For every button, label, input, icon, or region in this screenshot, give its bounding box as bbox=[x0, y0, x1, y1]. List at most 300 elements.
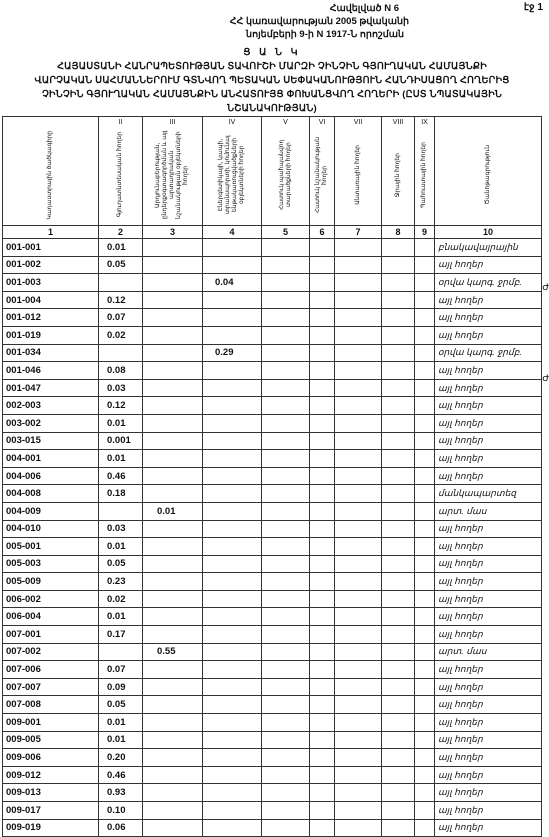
special-land-cell bbox=[310, 608, 335, 626]
infrastructure-land-cell bbox=[203, 661, 262, 679]
infrastructure-land-cell bbox=[203, 485, 262, 503]
note-cell: այլ հողեր bbox=[435, 397, 542, 415]
table-row bbox=[3, 414, 542, 432]
reserve-land-cell bbox=[415, 291, 435, 309]
title-line-1: ՀԱՅԱՍՏԱՆԻ ՀԱՆՐԱՊԵՏՈՒԹՅԱՆ ՏԱՎՈՒՇԻ ՄԱՐԶԻ ՉԻՆՉԻՆ ԳՅՈՒՂԱԿԱՆ ՀԱՄԱՅՆՔԻ bbox=[57, 61, 487, 72]
table-row bbox=[3, 397, 542, 415]
reserve-land-cell bbox=[415, 274, 435, 292]
cadastral-code-cell: 005-003 bbox=[3, 555, 99, 573]
infrastructure-land-cell bbox=[203, 766, 262, 784]
protected-land-cell bbox=[262, 520, 310, 538]
infrastructure-land-cell bbox=[203, 432, 262, 450]
title-line-3: ՉԻՆՉԻՆ ԳՅՈՒՂԱԿԱՆ ՀԱՄԱՅՆՔԻՆ ԱՆՀԱՏՈՒՅՑ ՓՈԽԱՆՑՎՈՂ ՀՈՂԵՐԻ (ԸՍՏ ՆՊԱՏԱԿԱՅԻՆ bbox=[41, 89, 503, 100]
water-land-cell bbox=[382, 467, 415, 485]
protected-land-cell bbox=[262, 766, 310, 784]
industrial-land-cell bbox=[143, 467, 203, 485]
water-land-cell bbox=[382, 573, 415, 591]
infrastructure-land-cell bbox=[203, 502, 262, 520]
table-row bbox=[3, 696, 542, 714]
water-land-cell bbox=[382, 590, 415, 608]
infrastructure-land-cell bbox=[203, 819, 262, 837]
water-land-cell bbox=[382, 714, 415, 732]
forest-land-cell bbox=[335, 379, 382, 397]
note-cell: այլ հողեր bbox=[435, 714, 542, 732]
forest-land-cell bbox=[335, 291, 382, 309]
water-land-cell bbox=[382, 661, 415, 679]
reserve-land-cell bbox=[415, 326, 435, 344]
industrial-land-cell bbox=[143, 397, 203, 415]
cadastral-code-cell: 001-046 bbox=[3, 362, 99, 380]
protected-land-cell bbox=[262, 274, 310, 292]
water-land-cell bbox=[382, 643, 415, 661]
special-land-cell bbox=[310, 590, 335, 608]
reserve-land-cell bbox=[415, 239, 435, 257]
water-land-cell bbox=[382, 819, 415, 837]
note-cell: այլ հողեր bbox=[435, 573, 542, 591]
protected-land-cell bbox=[262, 256, 310, 274]
reserve-land-cell bbox=[415, 802, 435, 820]
water-land-cell bbox=[382, 414, 415, 432]
water-land-cell bbox=[382, 608, 415, 626]
protected-land-cell bbox=[262, 379, 310, 397]
infrastructure-land-cell bbox=[203, 784, 262, 802]
forest-land-cell bbox=[335, 520, 382, 538]
protected-land-cell bbox=[262, 802, 310, 820]
cadastral-code-cell: 001-002 bbox=[3, 256, 99, 274]
side-mark: Ժ bbox=[542, 373, 549, 383]
note-cell: օրվա կարգ. ջրմբ. bbox=[435, 344, 542, 362]
reserve-land-cell bbox=[415, 520, 435, 538]
industrial-land-cell bbox=[143, 344, 203, 362]
agricultural-land-cell: 0.93 bbox=[99, 784, 143, 802]
forest-land-cell bbox=[335, 326, 382, 344]
water-land-cell bbox=[382, 379, 415, 397]
column-number: 2 bbox=[99, 226, 143, 239]
note-cell: այլ հողեր bbox=[435, 749, 542, 767]
water-land-cell bbox=[382, 450, 415, 468]
table-row bbox=[3, 766, 542, 784]
forest-land-cell bbox=[335, 714, 382, 732]
column-description: Հատուկ պահպանվող տարածքների հողեր bbox=[262, 127, 310, 226]
agricultural-land-cell: 0.18 bbox=[99, 485, 143, 503]
reserve-land-cell bbox=[415, 608, 435, 626]
table-row bbox=[3, 467, 542, 485]
reserve-land-cell bbox=[415, 819, 435, 837]
agricultural-land-cell: 0.06 bbox=[99, 819, 143, 837]
industrial-land-cell bbox=[143, 520, 203, 538]
table-row bbox=[3, 362, 542, 380]
agricultural-land-cell: 0.20 bbox=[99, 749, 143, 767]
infrastructure-land-cell bbox=[203, 326, 262, 344]
cadastral-code-cell: 005-001 bbox=[3, 538, 99, 556]
infrastructure-land-cell bbox=[203, 696, 262, 714]
forest-land-cell bbox=[335, 362, 382, 380]
infrastructure-land-cell bbox=[203, 291, 262, 309]
industrial-land-cell bbox=[143, 696, 203, 714]
infrastructure-land-cell bbox=[203, 626, 262, 644]
table-row bbox=[3, 274, 542, 292]
table-row bbox=[3, 802, 542, 820]
note-cell: այլ հողեր bbox=[435, 379, 542, 397]
cadastral-code-cell: 001-004 bbox=[3, 291, 99, 309]
forest-land-cell bbox=[335, 239, 382, 257]
protected-land-cell bbox=[262, 714, 310, 732]
table-row bbox=[3, 643, 542, 661]
note-cell: այլ հողեր bbox=[435, 291, 542, 309]
protected-land-cell bbox=[262, 555, 310, 573]
water-land-cell bbox=[382, 555, 415, 573]
forest-land-cell bbox=[335, 274, 382, 292]
note-cell: այլ հողեր bbox=[435, 414, 542, 432]
column-description: Հատուկ նշանակության հողեր bbox=[310, 127, 335, 226]
title-heading: Ց Ա Ն Կ bbox=[243, 47, 301, 58]
table-row bbox=[3, 485, 542, 503]
agricultural-land-cell: 0.12 bbox=[99, 397, 143, 415]
special-land-cell bbox=[310, 573, 335, 591]
agricultural-land-cell: 0.07 bbox=[99, 661, 143, 679]
roman-header: VII bbox=[335, 117, 382, 128]
cadastral-code-cell: 007-008 bbox=[3, 696, 99, 714]
column-description: Գյուղատնտեսական հողեր bbox=[99, 127, 143, 226]
industrial-land-cell bbox=[143, 432, 203, 450]
note-cell: այլ հողեր bbox=[435, 590, 542, 608]
infrastructure-land-cell bbox=[203, 520, 262, 538]
cadastral-code-cell: 004-001 bbox=[3, 450, 99, 468]
note-cell: այլ հողեր bbox=[435, 696, 542, 714]
note-cell: այլ հողեր bbox=[435, 784, 542, 802]
water-land-cell bbox=[382, 731, 415, 749]
cadastral-code-cell: 009-019 bbox=[3, 819, 99, 837]
note-cell: այլ հողեր bbox=[435, 520, 542, 538]
cadastral-code-cell: 004-008 bbox=[3, 485, 99, 503]
industrial-land-cell bbox=[143, 485, 203, 503]
forest-land-cell bbox=[335, 784, 382, 802]
forest-land-cell bbox=[335, 309, 382, 327]
forest-land-cell bbox=[335, 819, 382, 837]
water-land-cell bbox=[382, 239, 415, 257]
forest-land-cell bbox=[335, 590, 382, 608]
protected-land-cell bbox=[262, 414, 310, 432]
protected-land-cell bbox=[262, 731, 310, 749]
agricultural-land-cell: 0.01 bbox=[99, 714, 143, 732]
agricultural-land-cell: 0.01 bbox=[99, 608, 143, 626]
forest-land-cell bbox=[335, 555, 382, 573]
reserve-land-cell bbox=[415, 643, 435, 661]
agricultural-land-cell: 0.12 bbox=[99, 291, 143, 309]
column-number: 4 bbox=[203, 226, 262, 239]
protected-land-cell bbox=[262, 573, 310, 591]
cadastral-code-cell: 004-006 bbox=[3, 467, 99, 485]
water-land-cell bbox=[382, 696, 415, 714]
annex-number: Հավելված N 6 bbox=[329, 3, 399, 14]
industrial-land-cell bbox=[143, 802, 203, 820]
roman-header: V bbox=[262, 117, 310, 128]
agricultural-land-cell: 0.03 bbox=[99, 520, 143, 538]
special-land-cell bbox=[310, 626, 335, 644]
reserve-land-cell bbox=[415, 661, 435, 679]
special-land-cell bbox=[310, 450, 335, 468]
industrial-land-cell bbox=[143, 573, 203, 591]
reserve-land-cell bbox=[415, 432, 435, 450]
agricultural-land-cell bbox=[99, 274, 143, 292]
table-row bbox=[3, 661, 542, 679]
water-land-cell bbox=[382, 397, 415, 415]
forest-land-cell bbox=[335, 256, 382, 274]
table-row bbox=[3, 784, 542, 802]
industrial-land-cell bbox=[143, 819, 203, 837]
table-row bbox=[3, 291, 542, 309]
cadastral-code-cell: 007-007 bbox=[3, 678, 99, 696]
agricultural-land-cell: 0.17 bbox=[99, 626, 143, 644]
protected-land-cell bbox=[262, 450, 310, 468]
industrial-land-cell bbox=[143, 678, 203, 696]
water-land-cell bbox=[382, 538, 415, 556]
infrastructure-land-cell bbox=[203, 379, 262, 397]
note-cell: արտ. մաս bbox=[435, 502, 542, 520]
special-land-cell bbox=[310, 344, 335, 362]
water-land-cell bbox=[382, 502, 415, 520]
water-land-cell bbox=[382, 784, 415, 802]
note-cell: այլ հողեր bbox=[435, 802, 542, 820]
table-row bbox=[3, 502, 542, 520]
agricultural-land-cell: 0.46 bbox=[99, 467, 143, 485]
forest-land-cell bbox=[335, 696, 382, 714]
cadastral-code-cell: 001-012 bbox=[3, 309, 99, 327]
cadastral-code-cell: 009-013 bbox=[3, 784, 99, 802]
reserve-land-cell bbox=[415, 309, 435, 327]
forest-land-cell bbox=[335, 538, 382, 556]
special-land-cell bbox=[310, 766, 335, 784]
industrial-land-cell: 0.01 bbox=[143, 502, 203, 520]
special-land-cell bbox=[310, 467, 335, 485]
protected-land-cell bbox=[262, 467, 310, 485]
water-land-cell bbox=[382, 432, 415, 450]
table-row bbox=[3, 309, 542, 327]
note-cell: այլ հողեր bbox=[435, 661, 542, 679]
column-description: Արդյունաբերության, ընդերքօգտագործման և այլ արտադրական նշանակության օբյեկտների հողեր bbox=[143, 127, 203, 226]
special-land-cell bbox=[310, 239, 335, 257]
note-cell: այլ հողեր bbox=[435, 362, 542, 380]
column-number: 5 bbox=[262, 226, 310, 239]
note-cell: բնակավայրային bbox=[435, 239, 542, 257]
water-land-cell bbox=[382, 520, 415, 538]
table-row bbox=[3, 450, 542, 468]
protected-land-cell bbox=[262, 784, 310, 802]
cadastral-code-cell: 007-002 bbox=[3, 643, 99, 661]
table-row bbox=[3, 608, 542, 626]
agricultural-land-cell: 0.05 bbox=[99, 555, 143, 573]
note-cell: այլ հողեր bbox=[435, 819, 542, 837]
infrastructure-land-cell bbox=[203, 555, 262, 573]
protected-land-cell bbox=[262, 678, 310, 696]
cadastral-code-cell: 007-006 bbox=[3, 661, 99, 679]
cadastral-code-cell: 002-003 bbox=[3, 397, 99, 415]
description-header-row bbox=[3, 127, 542, 226]
forest-land-cell bbox=[335, 397, 382, 415]
reserve-land-cell bbox=[415, 379, 435, 397]
note-cell: այլ հողեր bbox=[435, 432, 542, 450]
forest-land-cell bbox=[335, 661, 382, 679]
reserve-land-cell bbox=[415, 485, 435, 503]
table-row bbox=[3, 590, 542, 608]
special-land-cell bbox=[310, 731, 335, 749]
agricultural-land-cell: 0.01 bbox=[99, 239, 143, 257]
agricultural-land-cell: 0.02 bbox=[99, 326, 143, 344]
special-land-cell bbox=[310, 502, 335, 520]
infrastructure-land-cell bbox=[203, 802, 262, 820]
infrastructure-land-cell bbox=[203, 731, 262, 749]
cadastral-code-cell: 009-005 bbox=[3, 731, 99, 749]
forest-land-cell bbox=[335, 731, 382, 749]
roman-header: IX bbox=[415, 117, 435, 128]
forest-land-cell bbox=[335, 749, 382, 767]
forest-land-cell bbox=[335, 802, 382, 820]
special-land-cell bbox=[310, 291, 335, 309]
infrastructure-land-cell bbox=[203, 239, 262, 257]
reserve-land-cell bbox=[415, 344, 435, 362]
agricultural-land-cell: 0.05 bbox=[99, 696, 143, 714]
agricultural-land-cell: 0.03 bbox=[99, 379, 143, 397]
cadastral-code-cell: 004-009 bbox=[3, 502, 99, 520]
industrial-land-cell bbox=[143, 661, 203, 679]
agricultural-land-cell: 0.001 bbox=[99, 432, 143, 450]
decision-date-line: նոյեմբերի 9-ի N 1917-Ն որոշման bbox=[246, 29, 404, 40]
protected-land-cell bbox=[262, 696, 310, 714]
reserve-land-cell bbox=[415, 714, 435, 732]
note-cell: այլ հողեր bbox=[435, 326, 542, 344]
industrial-land-cell bbox=[143, 766, 203, 784]
title-line-2: ՎԱՐՉԱԿԱՆ ՍԱՀՄԱՆՆԵՐՈՒՄ ԳՏՆՎՈՂ ՊԵՏԱԿԱՆ ՍԵՓԱԿԱՆՈՒԹՅՈՒՆ ՀԱՆԴԻՍԱՑՈՂ ՀՈՂԵՐԻՑ bbox=[34, 75, 510, 86]
roman-header-row bbox=[3, 117, 542, 128]
forest-land-cell bbox=[335, 450, 382, 468]
cadastral-code-cell: 001-003 bbox=[3, 274, 99, 292]
reserve-land-cell bbox=[415, 678, 435, 696]
protected-land-cell bbox=[262, 362, 310, 380]
column-description: Էներգետիկայի, կապի, տրանսպորտի, կոմունալ ենթակառուցվածքների օբյեկտների հողեր bbox=[203, 127, 262, 226]
note-cell: մանկապարտեզ bbox=[435, 485, 542, 503]
infrastructure-land-cell bbox=[203, 590, 262, 608]
reserve-land-cell bbox=[415, 450, 435, 468]
reserve-land-cell bbox=[415, 362, 435, 380]
infrastructure-land-cell bbox=[203, 749, 262, 767]
special-land-cell bbox=[310, 661, 335, 679]
industrial-land-cell bbox=[143, 731, 203, 749]
table-row bbox=[3, 573, 542, 591]
special-land-cell bbox=[310, 555, 335, 573]
protected-land-cell bbox=[262, 291, 310, 309]
column-number: 8 bbox=[382, 226, 415, 239]
column-number-row bbox=[3, 226, 542, 239]
forest-land-cell bbox=[335, 344, 382, 362]
infrastructure-land-cell: 0.29 bbox=[203, 344, 262, 362]
note-cell: օրվա կարգ. ջրմբ. bbox=[435, 274, 542, 292]
column-description: Ծանոթագրություն bbox=[435, 127, 542, 226]
reserve-land-cell bbox=[415, 573, 435, 591]
special-land-cell bbox=[310, 362, 335, 380]
water-land-cell bbox=[382, 362, 415, 380]
column-number: 3 bbox=[143, 226, 203, 239]
agricultural-land-cell: 0.05 bbox=[99, 256, 143, 274]
table-row bbox=[3, 555, 542, 573]
infrastructure-land-cell bbox=[203, 467, 262, 485]
special-land-cell bbox=[310, 256, 335, 274]
note-cell: արտ. մաս bbox=[435, 643, 542, 661]
note-cell: այլ հողեր bbox=[435, 309, 542, 327]
special-land-cell bbox=[310, 274, 335, 292]
special-land-cell bbox=[310, 414, 335, 432]
table-row bbox=[3, 432, 542, 450]
special-land-cell bbox=[310, 326, 335, 344]
infrastructure-land-cell bbox=[203, 573, 262, 591]
note-cell: այլ հողեր bbox=[435, 450, 542, 468]
note-cell: այլ հողեր bbox=[435, 766, 542, 784]
page-number: էջ 1 bbox=[523, 2, 543, 13]
special-land-cell bbox=[310, 819, 335, 837]
infrastructure-land-cell bbox=[203, 414, 262, 432]
special-land-cell bbox=[310, 749, 335, 767]
special-land-cell bbox=[310, 714, 335, 732]
table-row bbox=[3, 819, 542, 837]
forest-land-cell bbox=[335, 502, 382, 520]
industrial-land-cell bbox=[143, 555, 203, 573]
agricultural-land-cell bbox=[99, 502, 143, 520]
special-land-cell bbox=[310, 309, 335, 327]
reserve-land-cell bbox=[415, 590, 435, 608]
column-description: Անտառային հողեր bbox=[335, 127, 382, 226]
forest-land-cell bbox=[335, 467, 382, 485]
column-number: 6 bbox=[310, 226, 335, 239]
government-decision-line: ՀՀ կառավարության 2005 թվականի bbox=[229, 16, 409, 27]
table-row bbox=[3, 520, 542, 538]
special-land-cell bbox=[310, 643, 335, 661]
industrial-land-cell bbox=[143, 414, 203, 432]
special-land-cell bbox=[310, 432, 335, 450]
cadastral-code-cell: 009-012 bbox=[3, 766, 99, 784]
infrastructure-land-cell bbox=[203, 643, 262, 661]
reserve-land-cell bbox=[415, 256, 435, 274]
cadastral-code-cell: 009-006 bbox=[3, 749, 99, 767]
roman-header bbox=[3, 117, 99, 128]
water-land-cell bbox=[382, 256, 415, 274]
table-row bbox=[3, 731, 542, 749]
column-number: 7 bbox=[335, 226, 382, 239]
cadastral-code-cell: 009-017 bbox=[3, 802, 99, 820]
note-cell: այլ հողեր bbox=[435, 467, 542, 485]
reserve-land-cell bbox=[415, 766, 435, 784]
cadastral-code-cell: 003-002 bbox=[3, 414, 99, 432]
reserve-land-cell bbox=[415, 467, 435, 485]
protected-land-cell bbox=[262, 538, 310, 556]
forest-land-cell bbox=[335, 626, 382, 644]
industrial-land-cell bbox=[143, 239, 203, 257]
column-number: 9 bbox=[415, 226, 435, 239]
special-land-cell bbox=[310, 538, 335, 556]
cadastral-code-cell: 006-004 bbox=[3, 608, 99, 626]
table-row bbox=[3, 379, 542, 397]
protected-land-cell bbox=[262, 608, 310, 626]
special-land-cell bbox=[310, 678, 335, 696]
industrial-land-cell bbox=[143, 749, 203, 767]
special-land-cell bbox=[310, 520, 335, 538]
cadastral-code-cell: 001-019 bbox=[3, 326, 99, 344]
protected-land-cell bbox=[262, 661, 310, 679]
infrastructure-land-cell bbox=[203, 714, 262, 732]
table-row bbox=[3, 678, 542, 696]
forest-land-cell bbox=[335, 678, 382, 696]
special-land-cell bbox=[310, 397, 335, 415]
document-title bbox=[2, 46, 542, 116]
protected-land-cell bbox=[262, 626, 310, 644]
